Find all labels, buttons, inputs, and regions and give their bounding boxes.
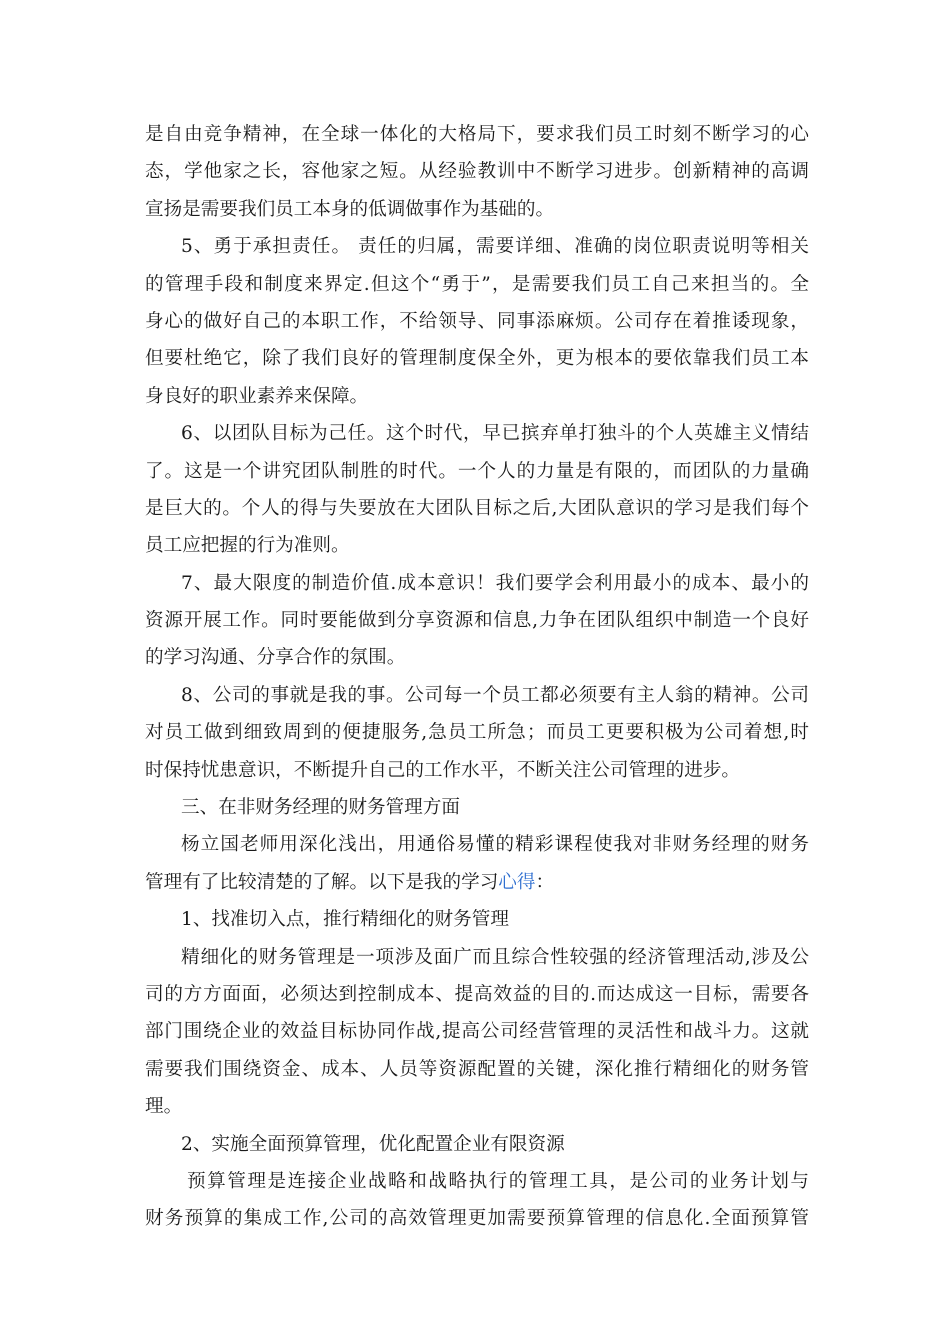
text-line-content: 财务预算的集成工作,公司的高效管理更加需要预算管理的信息化.全面预算管 — [145, 1208, 809, 1230]
text-line — [145, 1200, 809, 1237]
text-line-content: 了。这是一个讲究团队制胜的时代。一个人的力量是有限的，而团队的力量确 — [145, 460, 809, 482]
text-line — [145, 565, 809, 602]
text-line-content: 时保持忧患意识，不断提升自己的工作水平，不断关注公司管理的进步。 — [145, 759, 741, 781]
text-line — [145, 116, 809, 153]
text-line — [145, 527, 809, 564]
text-line-content: 员工应把握的行为准则。 — [145, 535, 350, 557]
text-line-content: 是自由竞争精神，在全球一体化的大格局下，要求我们员工时刻不断学习的心 — [145, 124, 809, 145]
text-line — [145, 1126, 809, 1163]
text-line-content: 8、公司的事就是我的事。公司每一个员工都必须要有主人翁的精神。公司 — [181, 684, 809, 706]
text-line — [145, 1013, 809, 1050]
text-line — [145, 939, 809, 976]
text-line-content: 1、找准切入点，推行精细化的财务管理 — [181, 909, 509, 931]
text-line — [145, 228, 809, 265]
text-line-content: 精细化的财务管理是一项涉及面广而且综合性较强的经济管理活动,涉及公 — [181, 946, 809, 968]
text-line — [145, 303, 809, 340]
text-line-content: 理。 — [145, 1096, 183, 1118]
text-line-content: 对员工做到细致周到的便捷服务,急员工所急；而员工更要积极为公司着想,时 — [145, 722, 809, 744]
text-line-tail: ： — [535, 871, 555, 893]
text-line — [145, 453, 809, 490]
text-line-content: 部门围绕企业的效益目标协同作战,提高公司经营管理的灵活性和战斗力。这就 — [145, 1021, 809, 1043]
text-line — [145, 1088, 809, 1125]
text-line — [145, 901, 809, 938]
text-line — [145, 490, 809, 527]
text-line-content: 5、勇于承担责任。 责任的归属，需要详细、准确的岗位职责说明等相关 — [181, 236, 809, 258]
text-line — [145, 789, 809, 826]
text-line-content: 身良好的职业素养来保障。 — [145, 385, 369, 407]
text-line — [145, 191, 809, 228]
text-line-content: 的管理手段和制度来界定.但这个“勇于”，是需要我们员工自己来担当的。全 — [145, 273, 809, 295]
text-line-content: 2、实施全面预算管理，优化配置企业有限资源 — [181, 1133, 565, 1155]
text-line — [145, 752, 809, 789]
text-line — [145, 1163, 809, 1200]
text-line-content: 但要杜绝它，除了我们良好的管理制度保全外，更为根本的要依靠我们员工本 — [145, 348, 809, 370]
inline-link[interactable]: 心得 — [498, 871, 536, 893]
body-text — [145, 116, 809, 1238]
text-line — [145, 266, 809, 303]
text-line — [145, 826, 809, 863]
text-line-content: 6、以团队目标为己任。这个时代，早已摈弃单打独斗的个人英雄主义情结 — [181, 423, 809, 445]
text-line-content: 身心的做好自己的本职工作，不给领导、同事添麻烦。公司存在着推诿现象， — [145, 310, 809, 332]
text-line-content: 管理有了比较清楚的了解。以下是我的学习 — [145, 871, 499, 893]
text-line-content: 司的方方面面，必须达到控制成本、提高效益的目的.而达成这一目标，需要各 — [145, 983, 809, 1005]
text-line — [145, 1051, 809, 1088]
text-line-content: 宣扬是需要我们员工本身的低调做事作为基础的。 — [145, 198, 555, 220]
text-line — [145, 677, 809, 714]
text-line-content: 7、最大限度的制造价值.成本意识！我们要学会利用最小的成本、最小的 — [181, 572, 809, 594]
text-line — [145, 976, 809, 1013]
text-line — [145, 602, 809, 639]
text-line-content: 杨立国老师用深化浅出，用通俗易懂的精彩课程使我对非财务经理的财务 — [181, 834, 809, 856]
text-line — [145, 714, 809, 751]
text-line — [145, 415, 809, 452]
text-line — [145, 378, 809, 415]
text-line-content: 是巨大的。个人的得与失要放在大团队目标之后,大团队意识的学习是我们每个 — [145, 497, 809, 519]
text-line-content: 预算管理是连接企业战略和战略执行的管理工具，是公司的业务计划与 — [187, 1170, 809, 1192]
text-line — [145, 153, 809, 190]
text-line-content: 三、在非财务经理的财务管理方面 — [181, 797, 460, 819]
text-line — [145, 864, 809, 901]
text-line-content: 需要我们围绕资金、成本、人员等资源配置的关键，深化推行精细化的财务管 — [145, 1058, 809, 1080]
text-line-content: 资源开展工作。同时要能做到分享资源和信息,力争在团队组织中制造一个良好 — [145, 610, 809, 632]
text-line-content: 的学习沟通、分享合作的氛围。 — [145, 647, 406, 669]
text-line — [145, 340, 809, 377]
text-line-content: 态，学他家之长，容他家之短。从经验教训中不断学习进步。创新精神的高调 — [145, 161, 809, 183]
text-line — [145, 639, 809, 676]
